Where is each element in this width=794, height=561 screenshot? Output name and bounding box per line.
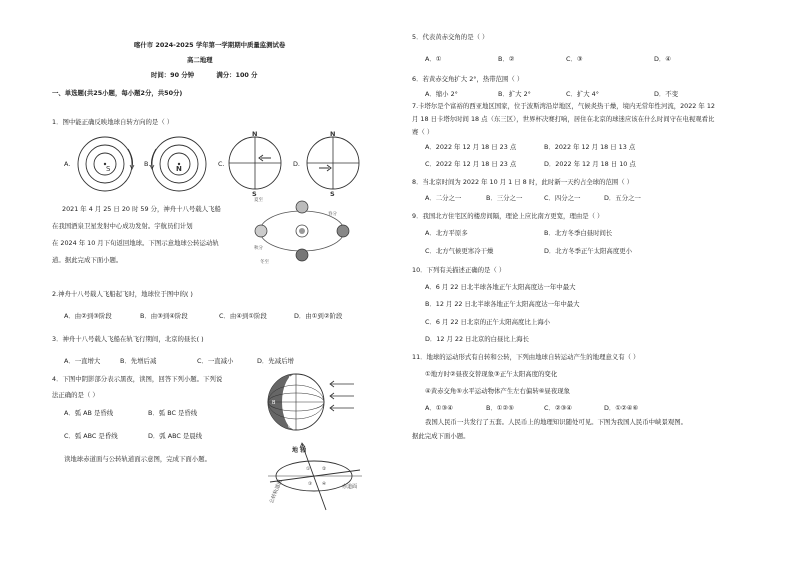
fig-marker-2: ② (322, 467, 327, 472)
q1-figure-d (303, 130, 365, 196)
q8-option-d[interactable]: D．五分之一 (604, 194, 641, 202)
q4-option-a[interactable]: A．弧 AB 是昏线 (64, 409, 114, 417)
q6-option-a[interactable]: A．缩小 2° (425, 90, 458, 98)
q2-stem: 2.神舟十八号载人飞船起飞时，地球位于图中的( ) (52, 290, 193, 298)
section-heading: 一、单选题(共25小题，每小题2分，共50分) (52, 89, 183, 97)
q3-option-c[interactable]: C．一直减小 (197, 357, 234, 365)
q2-option-c[interactable]: C．由④到①阶段 (219, 312, 267, 320)
q6-option-c[interactable]: C．扩大 4° (566, 90, 599, 98)
q3-option-b[interactable]: B．先增后减 (120, 357, 157, 365)
q9-option-c[interactable]: C．北方气候更寒冷干燥 (425, 247, 494, 255)
fig-axis-label: 地 轴 (292, 447, 307, 454)
q11-option-a[interactable]: A．①③④ (425, 404, 453, 412)
q8-stem: 8．当北京时间为 2022 年 10 月 1 日 8 时，此时新一天约占全球的范围（ ） (412, 178, 634, 186)
q10-option-a[interactable]: A．6 月 22 日北半球各地正午太阳高度达一年中最大 (425, 283, 576, 291)
q1-figure-c (225, 130, 287, 196)
q1-d-bottom: S (330, 190, 335, 196)
q3-stem: 3．神舟十八号载人飞船在轨飞行期间，北京的昼长( ) (52, 335, 204, 343)
passage1-line-3: 在 2024 年 10 月下旬返回地球。下图示意地球公转运动轨 (52, 239, 219, 247)
q11-option-d[interactable]: D．①②④⑥ (604, 404, 639, 412)
orbit-figure (252, 193, 352, 267)
fig-orbit-label: 公转轨道面 (268, 479, 284, 505)
q1-label-c: C. (218, 160, 225, 168)
q1-label-b: B. (144, 160, 151, 168)
q7-stem-line-3: 赛（ ） (412, 128, 434, 136)
passage2-text: 读地球赤道面与公转轨道面示意图，完成下面小题。 (64, 455, 211, 463)
q8-option-b[interactable]: B．三分之一 (486, 194, 523, 202)
q1-c-top: N (252, 130, 258, 138)
q9-option-d[interactable]: D．北方冬季正午太阳高度更小 (544, 247, 632, 255)
q4-fig-a: A (288, 376, 292, 382)
q2-option-b[interactable]: B．由③到④阶段 (140, 312, 188, 320)
q6-option-d[interactable]: D．不变 (654, 90, 679, 98)
q10-option-d[interactable]: D．12 月 22 日北京的白昼比上海长 (425, 335, 529, 343)
q9-stem: 9．我国北方住宅区的楼房间隔，理论上应比南方更宽，理由是（ ） (412, 212, 604, 220)
q10-option-c[interactable]: C．6 月 22 日北京的正午太阳高度比上海小 (425, 318, 551, 326)
q2-option-d[interactable]: D．由①到②阶段 (294, 312, 343, 320)
q4-option-d[interactable]: D．弧 ABC 是晨线 (148, 432, 203, 440)
q6-option-b[interactable]: B．扩大 2° (498, 90, 531, 98)
q4-earth-figure (266, 370, 358, 436)
q1-a-pole: S (106, 165, 111, 173)
passage1-line-1: 2021 年 4 月 25 日 20 时 59 分，神舟十八号载人飞船 (62, 205, 221, 213)
q4-fig-b: B (272, 400, 276, 406)
q10-stem: 10．下列有关描述正确的是（ ） (412, 266, 506, 274)
q4-stem-line-1: 4．下图中阴影部分表示黑夜，读图，回答下列小题。下列说 (52, 375, 223, 383)
q1-label-a: A. (64, 160, 71, 168)
q9-option-a[interactable]: A．北方平原多 (425, 229, 468, 237)
q7-stem-line-1: 7.卡塔尔是个富裕的西亚地区国家，位于波斯湾沿岸地区，气候炎热干燥，境内无常年性河流，2022 年 12 (412, 102, 715, 110)
q11-item-line-1: ①地方时②昼夜交替现象③正午太阳高度的变化 (425, 370, 558, 378)
exam-meta: 时间：90 分钟 满分：100 分 (151, 71, 258, 79)
q11-item-line-2: ④黄赤交角⑤水平运动物体产生左右偏转⑥昼夜现象 (425, 387, 570, 395)
q5-option-c[interactable]: C．③ (566, 55, 583, 63)
q7-option-d[interactable]: D．2022 年 12 月 18 日 10 点 (544, 160, 636, 168)
passage3-line-1: 我国人民币一共发行了五套。人民币上的地理知识随处可见。下图为我国人民币中峡景观图。 (425, 418, 688, 426)
q5-stem: 5．代表黄赤交角的是（ ） (412, 33, 489, 41)
q2-option-a[interactable]: A．由②到③阶段 (64, 312, 112, 320)
fig-equator-label: 赤道面 (342, 484, 358, 490)
q5-option-d[interactable]: D．④ (654, 55, 672, 63)
q1-figure-a (76, 135, 140, 193)
q1-stem: 1．图中能正确反映地球自转方向的是（ ） (52, 118, 174, 126)
q3-option-a[interactable]: A．一直增大 (64, 357, 101, 365)
q1-label-d: D. (293, 160, 300, 168)
q7-stem-line-2: 月 18 日卡塔尔时间 18 点（东三区），世界杯决赛打响，居住在北京的球迷应该在什么时间守在电视观看比 (412, 115, 715, 123)
orbit-label-4: 冬至 (260, 260, 269, 265)
q9-option-b[interactable]: B．北方冬季白昼时间长 (544, 229, 613, 237)
fig-marker-1: ① (306, 467, 311, 472)
passage3-line-2: 据此完成下面小题。 (412, 432, 470, 440)
exam-title: 喀什市 2024-2025 学年第一学期期中质量监测试卷 (134, 41, 286, 49)
q11-option-b[interactable]: B．①②⑤ (486, 404, 514, 412)
orbit-label-2: 春分 (328, 212, 337, 217)
q1-c-bottom: S (252, 190, 257, 196)
q5-option-a[interactable]: A．① (425, 55, 442, 63)
q1-figure-b (150, 135, 214, 193)
q7-option-b[interactable]: B．2022 年 12 月 18 日 13 点 (544, 143, 636, 151)
q11-stem: 11．地球的运动形式有自转和公转，下列由地球自转运动产生的地理意义有（ ） (412, 353, 640, 361)
q4-option-b[interactable]: B．弧 BC 是昏线 (148, 409, 198, 417)
passage1-line-4: 道。据此完成下面小题。 (52, 256, 123, 264)
q8-option-a[interactable]: A．二分之一 (425, 194, 462, 202)
exam-subject: 高二地理 (187, 56, 213, 64)
q7-option-c[interactable]: C．2022 年 12 月 18 日 23 点 (425, 160, 517, 168)
q4-option-c[interactable]: C．弧 ABC 是昏线 (64, 432, 118, 440)
q4-fig-c: C (288, 424, 292, 430)
q6-stem: 6．若黄赤交角扩大 2°，热带范围（ ） (412, 75, 524, 83)
q1-b-pole: N (176, 165, 182, 173)
axis-plane-figure (262, 440, 368, 514)
fig-marker-4: ④ (322, 482, 327, 487)
q10-option-b[interactable]: B．12 月 22 日北半球各地正午太阳高度达一年中最大 (425, 300, 580, 308)
orbit-label-1: 夏至 (254, 198, 263, 203)
q3-option-d[interactable]: D．先减后增 (257, 357, 294, 365)
q4-stem-line-2: 法正确的是（ ） (52, 391, 99, 399)
fig-marker-3: ③ (308, 482, 313, 487)
q1-d-top: N (330, 130, 336, 138)
q11-option-c[interactable]: C．②③④ (544, 404, 573, 412)
q8-option-c[interactable]: C．四分之一 (544, 194, 581, 202)
passage1-line-2: 在我国酒泉卫星发射中心成功发射。宇航员们计划 (52, 222, 193, 230)
orbit-label-3: 秋分 (254, 246, 263, 251)
q5-option-b[interactable]: B．② (498, 55, 515, 63)
q7-option-a[interactable]: A．2022 年 12 月 18 日 23 点 (425, 143, 517, 151)
